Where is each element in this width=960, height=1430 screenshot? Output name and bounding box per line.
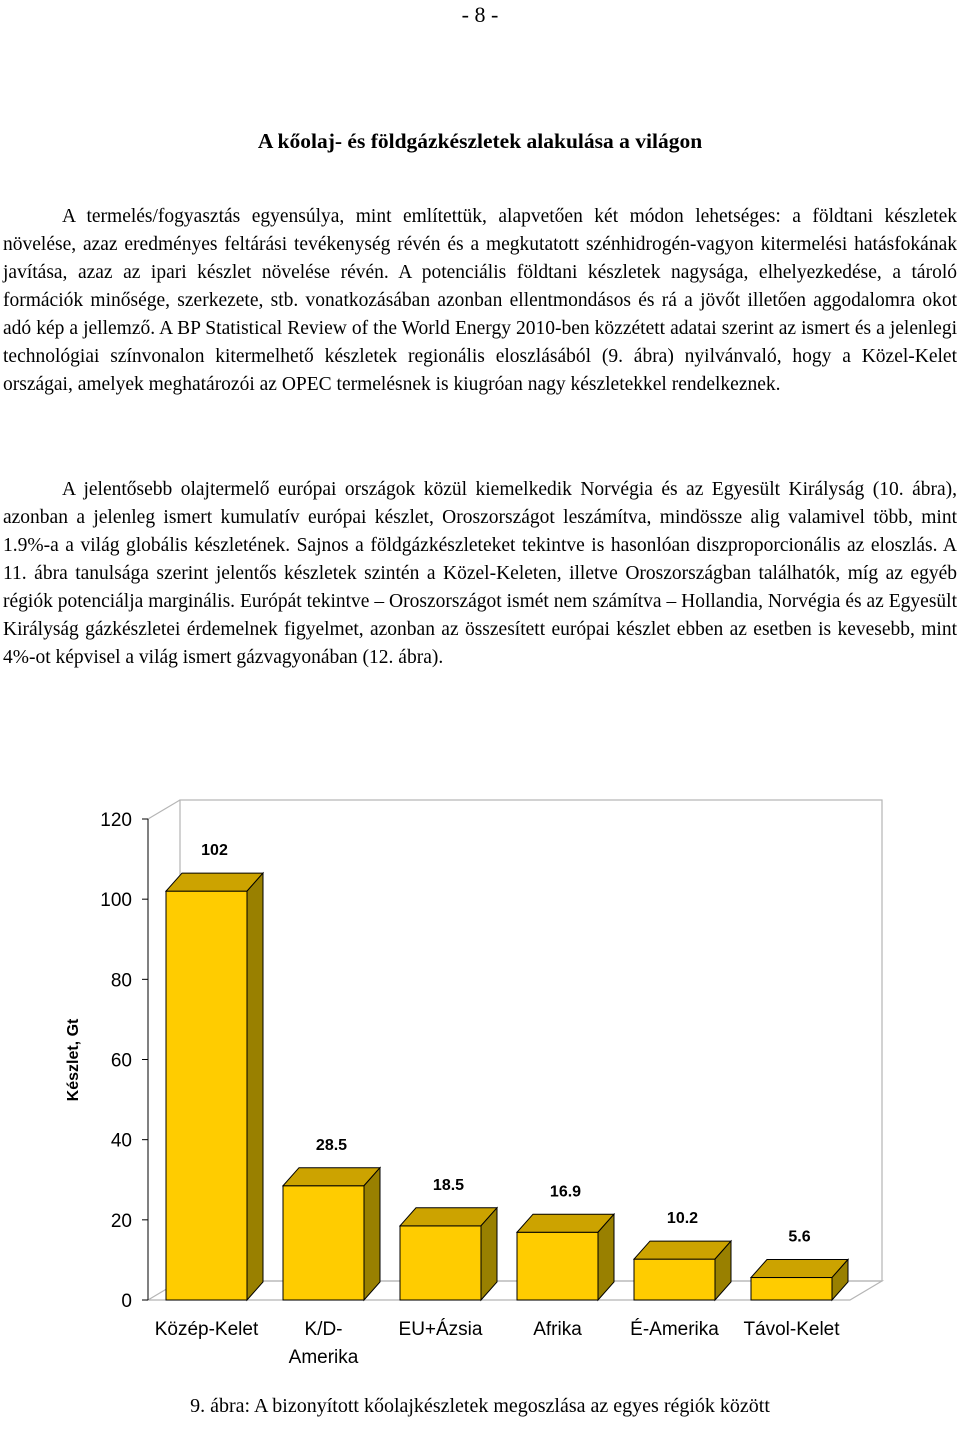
page-number: - 8 - [461, 2, 499, 27]
bar-value-label: 18.5 [432, 1176, 465, 1194]
plot-side-wall-edge [148, 800, 180, 819]
y-tick-label: 40 [110, 1130, 132, 1152]
y-tick-label: 100 [100, 890, 132, 912]
bar-top [400, 1208, 497, 1226]
y-tick-label: 20 [110, 1210, 132, 1232]
figure-caption: 9. ábra: A bizonyított kőolajkészletek megoszlása az egyes régiók között [190, 1395, 770, 1417]
y-axis-title: Készlet, Gt [65, 1018, 82, 1102]
x-category-label: Amerika [288, 1347, 359, 1368]
bar-top [751, 1260, 848, 1278]
x-category-label: Távol-Kelet [743, 1319, 840, 1340]
x-category-label: É-Amerika [630, 1319, 719, 1340]
y-tick-label: 80 [110, 970, 132, 992]
bar-front [283, 1186, 364, 1300]
bar-value-label: 28.5 [315, 1136, 348, 1154]
paragraph-1: A termelés/fogyasztás egyensúlya, mint említettük, alapvetően két módon lehetséges: a földtani készletek növelése, azaz eredményes feltárási tevékenység révén és a megkutatott szénhidrogén-vagyon kitermelési hatásfokának javítása, azaz az ipari készlet növelése révén. A potenciális földtani készletek nagysága, elhelyezkedése, a tároló formációk minősége, szerkezete, stb. vonatkozásában azonban ellentmondásos és rá a jövőt illetően aggodalomra okot adó kép a jellemző. A BP Statistical Review of the World Energy 2010-ben közzétett adatai szerint az ismert és a jelenlegi technológiai színvonalon kitermelhető készletek regionális eloszlásából (9. ábra) nyilvánvaló, hogy a Közel-Kelet országai, amelyek meghatározói az OPEC termelésnek is kiugróan nagy készletekkel rendelkeznek. [3, 206, 957, 395]
bar-top [166, 873, 263, 891]
x-category-label: Afrika [533, 1319, 582, 1340]
paragraph-2-block [3, 476, 957, 672]
bar-front [400, 1226, 481, 1300]
bar-top [283, 1168, 380, 1186]
bar-value-label: 102 [201, 842, 228, 860]
bar-top [517, 1214, 614, 1232]
paragraph-2: A jelentősebb olajtermelő európai országok közül kiemelkedik Norvégia és az Egyesült Királyság (10. ábra), azonban a jelenleg ismert kumulatív európai készlet, Oroszországot leszámítva, mindössze alig valamivel több, mint 1.9%-a a világ globális készletének. Sajnos a földgázkészleteket tekintve is hasonlóan diszproporcionális az eloszlás. A 11. ábra tanulsága szerint jelentős készletek szintén a Közel-Keleten, illetve Oroszországban találhatók, míg az egyéb régiók potenciálja marginális. Európát tekintve – Oroszországot ismét nem számítva – Hollandia, Norvégia és az Egyesült Királyság gázkészletei érdemelnek figyelmet, azonban az összesített európai készlet ebben az esetben is kevesebb, mint 4%-ot képvisel a világ ismert gázvagyonában (12. ábra). [3, 479, 957, 668]
bar-front [751, 1278, 832, 1300]
bar-side [247, 873, 263, 1300]
y-tick-label: 0 [121, 1291, 132, 1312]
bar-front [634, 1259, 715, 1300]
bar-value-label: 16.9 [549, 1183, 582, 1201]
bar-front [517, 1232, 598, 1300]
paragraph-1-block [3, 203, 957, 399]
bar-front [166, 891, 247, 1300]
x-category-label: EU+Ázsia [398, 1319, 483, 1340]
bar-value-label: 10.2 [666, 1210, 699, 1228]
section-heading: A kőolaj- és földgázkészletek alakulása a világon [257, 129, 703, 153]
x-category-label: K/D- [304, 1319, 343, 1340]
bar-side [364, 1168, 380, 1300]
bar-value-label: 5.6 [788, 1228, 811, 1246]
y-tick-label: 120 [100, 810, 132, 831]
y-tick-label: 60 [110, 1050, 132, 1072]
reserves-bar-chart [0, 770, 960, 1430]
x-category-label: Közép-Kelet [154, 1319, 259, 1340]
bar-top [634, 1241, 731, 1259]
